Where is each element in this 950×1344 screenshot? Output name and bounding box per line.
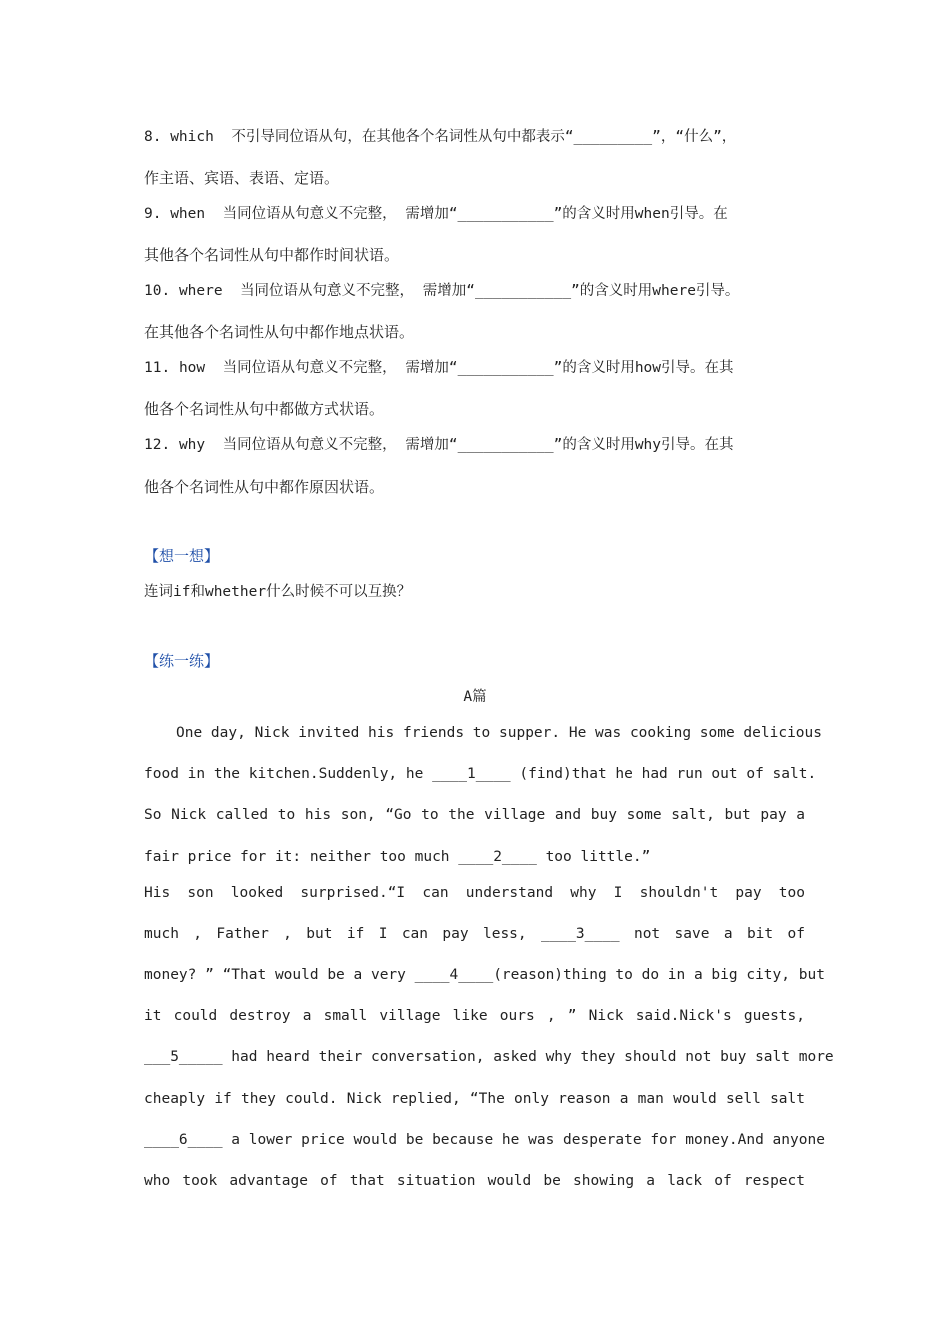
passage-line-2: food in the kitchen.Suddenly, he ____1____ (find)that he had run out of salt. [144, 766, 817, 782]
rule-9-line-1 [144, 204, 808, 224]
rule-10-line-1 [144, 281, 808, 301]
practice-heading: 【练一练】 [144, 652, 220, 670]
rule-10-line-2: 在其他各个名词性从句中都作地点状语。 [144, 323, 415, 341]
rule-11-line-2: 他各个名词性从句中都做方式状语。 [144, 400, 385, 418]
rule-9-line-2: 其他各个名词性从句中都作时间状语。 [144, 246, 400, 264]
rule-number: 8. [144, 129, 162, 145]
rule-12-line-1 [144, 435, 808, 455]
rule-12-line-2: 他各个名词性从句中都作原因状语。 [144, 478, 385, 496]
rule-word: where [178, 283, 223, 299]
rule-11-line-1 [144, 358, 808, 378]
rule-number: 11. [144, 360, 171, 376]
passage-title: A篇 [463, 689, 487, 705]
rule-8-line-2: 作主语、宾语、表语、定语。 [144, 169, 340, 187]
rule-number: 10. [144, 283, 171, 299]
rule-word: when [170, 206, 206, 222]
rule-text: 不引导同位语从句，在其他各个名词性从句中都表示“_________”，“什么”， [231, 129, 737, 145]
passage-line-12: who took advantage of that situation would be showing a lack of respect [144, 1173, 805, 1189]
rule-text: 当同位语从句意义不完整， 需增加“___________”的含义时用why引导。在其 [222, 437, 734, 453]
passage-line-4: fair price for it: neither too much ____2____ too little.” [144, 849, 651, 865]
think-question: 连词if和whether什么时候不可以互换？ [144, 584, 412, 600]
passage-line-10: cheaply if they could. Nick replied, “The only reason a man would sell salt [144, 1091, 805, 1107]
rule-number: 9. [144, 206, 162, 222]
rule-text: 当同位语从句意义不完整， 需增加“___________”的含义时用where引导。 [240, 283, 740, 299]
passage-line-11: ____6____ a lower price would be because he was desperate for money.And anyone [144, 1132, 825, 1148]
rule-word: how [178, 360, 206, 376]
passage-line-5: His son looked surprised.“I can understand why I shouldn't pay too [144, 885, 805, 901]
rule-text: 当同位语从句意义不完整， 需增加“___________”的含义时用how引导。在其 [222, 360, 734, 376]
passage-line-9: ___5_____ had heard their conversation, asked why they should not buy salt more [144, 1049, 834, 1065]
passage-line-6: much , Father , but if I can pay less, ____3____ not save a bit of [144, 926, 805, 942]
rule-word: which [170, 129, 214, 145]
passage-line-7: money? ” “That would be a very ____4____(reason)thing to do in a big city, but [144, 967, 825, 983]
rule-text: 当同位语从句意义不完整， 需增加“___________”的含义时用when引导。在 [222, 206, 728, 222]
passage-line-3: So Nick called to his son, “Go to the village and buy some salt, but pay a [144, 807, 805, 823]
rule-word: why [178, 437, 206, 453]
passage-line-1: One day, Nick invited his friends to supper. He was cooking some delicious [176, 725, 823, 741]
rule-number: 12. [144, 437, 171, 453]
rule-8-line-1 [144, 127, 808, 147]
passage-line-8: it could destroy a small village like ours , ” Nick said.Nick's guests, [144, 1008, 805, 1024]
think-heading: 【想一想】 [144, 547, 220, 565]
